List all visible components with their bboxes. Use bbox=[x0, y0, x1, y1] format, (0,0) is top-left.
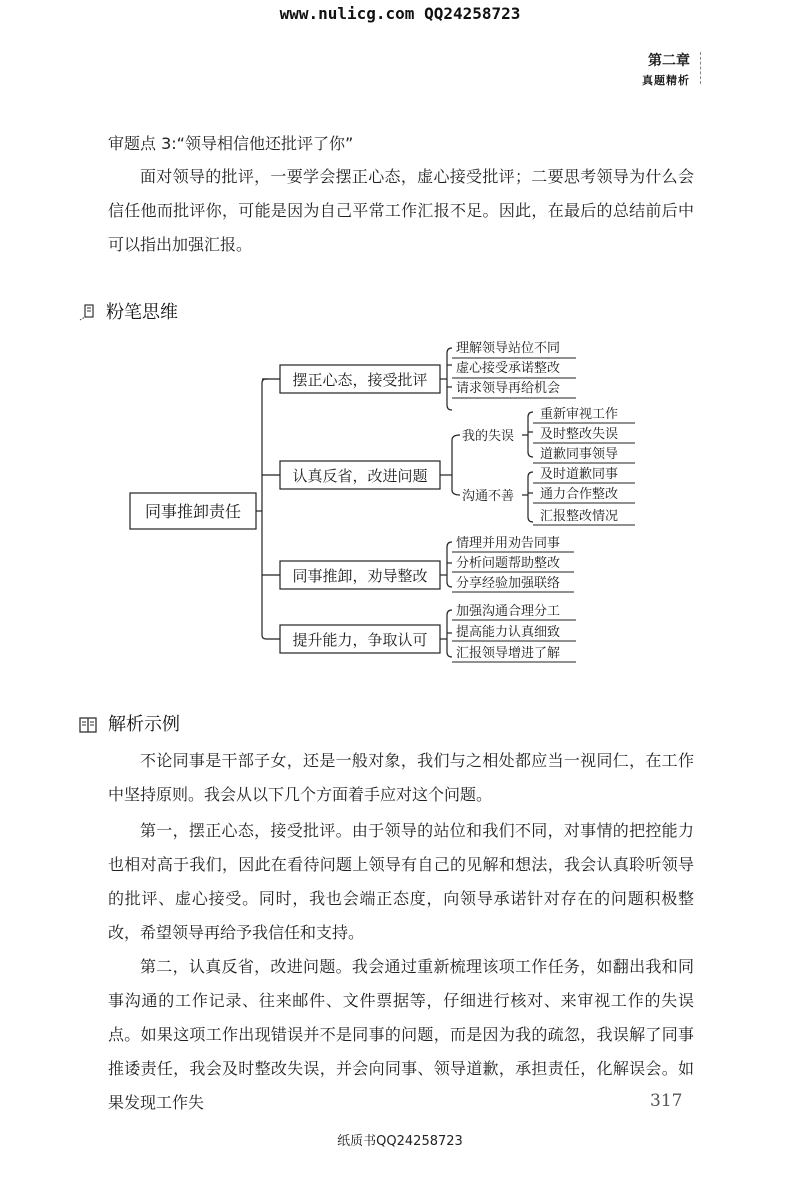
analysis-heading-text: 解析示例 bbox=[108, 714, 180, 735]
analysis-heading bbox=[78, 712, 180, 738]
bottom-watermark: 纸质书QQ24258723 bbox=[337, 1134, 463, 1149]
page-number: 317 bbox=[650, 1091, 683, 1111]
analysis-paragraph: 第一，摆正心态，接受批评。由于领导的站位和我们不同，对事情的把控能力也相对高于我们，因此在看待问题上领导有自己的见解和想法，我会认真聆听领导的批评、虚心接受。同时，我也会端正态度，向领导承诺针对存在的问题积极整改，希望领导再给予我信任和支持。 bbox=[108, 821, 694, 942]
top-watermark: www.nulicg.com QQ24258723 bbox=[279, 4, 521, 23]
group-label: 沟通不善 bbox=[462, 489, 515, 504]
leaf-label: 通力合作整改 bbox=[540, 487, 619, 502]
point-title: 审题点 3:“领导相信他还批评了你” bbox=[108, 134, 354, 153]
leaf-label: 请求领导再给机会 bbox=[456, 381, 561, 396]
leaf-label: 汇报整改情况 bbox=[540, 509, 619, 524]
mindmap-heading bbox=[78, 300, 178, 326]
mindmap-root: 同事推卸责任 bbox=[144, 502, 242, 521]
book-icon bbox=[78, 715, 98, 735]
point-paragraph: 面对领导的批评，一要学会摆正心态，虚心接受批评；二要思考领导为什么会信任他而批评你，可能是因为自己平常工作汇报不足。因此，在最后的总结前后中可以指出加强汇报。 bbox=[108, 167, 694, 254]
branch-label: 提升能力，争取认可 bbox=[292, 631, 428, 649]
chalk-icon bbox=[78, 303, 98, 323]
analysis-paragraph: 不论同事是干部子女，还是一般对象，我们与之相处都应当一视同仁，在工作中坚持原则。我会从以下几个方面着手应对这个问题。 bbox=[108, 751, 694, 804]
leaf-label: 及时道歉同事 bbox=[540, 467, 619, 482]
leaf-label: 虚心接受承诺整改 bbox=[456, 361, 561, 376]
leaf-label: 重新审视工作 bbox=[540, 407, 619, 422]
leaf-label: 加强沟通合理分工 bbox=[456, 604, 561, 619]
analysis-paragraph: 第二，认真反省，改进问题。我会通过重新梳理该项工作任务，如翻出我和同事沟通的工作记录、往来邮件、文件票据等，仔细进行核对、来审视工作的失误点。如果这项工作出现错误并不是同事的问题，而是因为我的疏忽，我误解了同事推诿责任，我会及时整改失误，并会向同事、领导道歉，承担责任，化解误会。如果发现工作失 bbox=[108, 957, 694, 1112]
leaf-label: 理解领导站位不同 bbox=[456, 341, 561, 356]
leaf-label: 情理并用劝告同事 bbox=[456, 536, 561, 551]
branch-label: 摆正心态，接受批评 bbox=[292, 371, 428, 389]
leaf-label: 及时整改失误 bbox=[540, 427, 619, 442]
running-head-section: 真题精析 bbox=[642, 74, 690, 87]
mindmap-heading-text: 粉笔思维 bbox=[106, 302, 178, 323]
leaf-label: 道歉同事领导 bbox=[540, 447, 619, 462]
branch-label: 认真反省，改进问题 bbox=[292, 467, 428, 485]
branch-label: 同事推卸，劝导整改 bbox=[292, 567, 428, 585]
running-head-chapter: 第二章 bbox=[648, 53, 690, 69]
leaf-label: 分析问题帮助整改 bbox=[456, 556, 561, 571]
leaf-label: 汇报领导增进了解 bbox=[456, 646, 561, 661]
running-head-divider bbox=[700, 52, 701, 84]
leaf-label: 提高能力认真细致 bbox=[456, 625, 561, 640]
mindmap bbox=[0, 330, 800, 670]
group-label: 我的失误 bbox=[462, 429, 515, 444]
leaf-label: 分享经验加强联络 bbox=[456, 576, 561, 591]
